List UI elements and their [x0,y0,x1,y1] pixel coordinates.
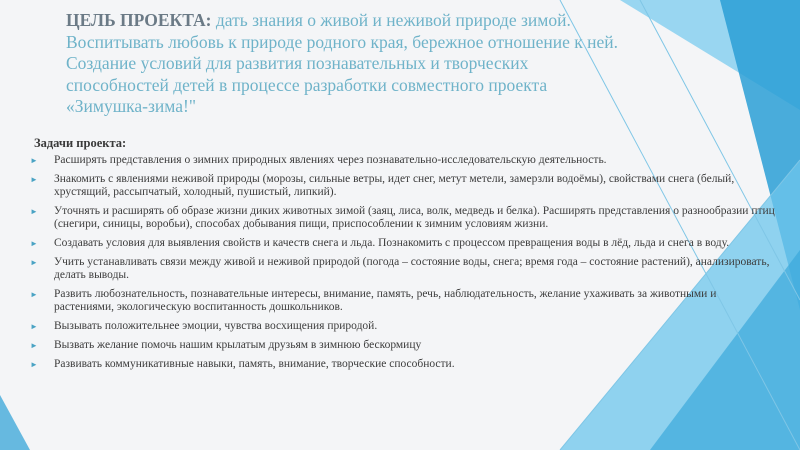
task-item [28,237,776,250]
project-goal-label: ЦЕЛЬ ПРОЕКТА: [66,10,212,30]
task-text: Развивать коммуникативные навыки, память, внимание, творческие способности. [54,357,455,370]
task-text: Уточнять и расширять об образе жизни диких животных зимой (заяц, лиса, волк, медведь и белка). Расширять представления о разнообразии птиц (снегири, синицы, воробьи), способах добывания пищи, приспособлении к зимним условиям жизни. [54,204,775,231]
bullet-arrow-icon: ► [30,206,38,216]
bullet-arrow-icon: ► [30,174,38,184]
task-text: Учить устанавливать связи между живой и неживой природой (погода – состояние воды, снега; время года – состояние растений), анализировать, делать выводы. [54,255,770,282]
task-item [28,173,776,199]
task-item [28,205,776,231]
tasks-title: Задачи проекта: [34,136,127,150]
bullet-arrow-icon: ► [30,322,38,332]
bullet-arrow-icon: ► [30,359,38,369]
bullet-arrow-icon: ► [30,239,38,249]
task-text: Расширять представления о зимних природных явлениях через познавательно-исследовательскую деятельность. [54,154,607,166]
task-item [28,339,776,352]
task-text: Знакомить с явлениями неживой природы (морозы, сильные ветры, идет снег, метут метели, замерзли водоёмы), свойствами снега (белый, хрустящий, рассыпчатый, холодный, пушистый, липкий). [54,172,735,199]
project-goal-text: дать знания о живой и неживой природе зимой. Воспитывать любовь к природе родного края, бережное отношение к ней. Создание условий для развития познавательных и творческих способностей детей в процессе разработки совместного проекта «Зимушка-зима!" [66,10,618,116]
task-item [28,288,776,314]
project-goal-heading [66,10,626,118]
task-text: Вызвать желание помочь нашим крылатым друзьям в зимнюю бескормицу [54,339,422,352]
bullet-arrow-icon: ► [30,290,38,300]
task-item [28,358,776,371]
task-text: Создавать условия для выявления свойств и качеств снега и льда. Познакомить с процессом превращения воды в лёд, льда и снега в воду. [54,237,730,250]
task-item [28,154,776,167]
task-item [28,320,776,333]
decor-shape-bottom-left [0,395,30,450]
tasks-list [28,154,776,377]
task-item [28,256,776,282]
bullet-arrow-icon: ► [30,257,38,267]
task-text: Вызывать положительнее эмоции, чувства восхищения природой. [54,320,378,333]
bullet-arrow-icon: ► [30,341,38,351]
task-text: Развить любознательность, познавательные интересы, внимание, память, речь, наблюдательность, желание ухаживать за животными и растениями, экологическую воспитанность дошкольников. [54,288,717,314]
bullet-arrow-icon: ► [30,156,38,165]
